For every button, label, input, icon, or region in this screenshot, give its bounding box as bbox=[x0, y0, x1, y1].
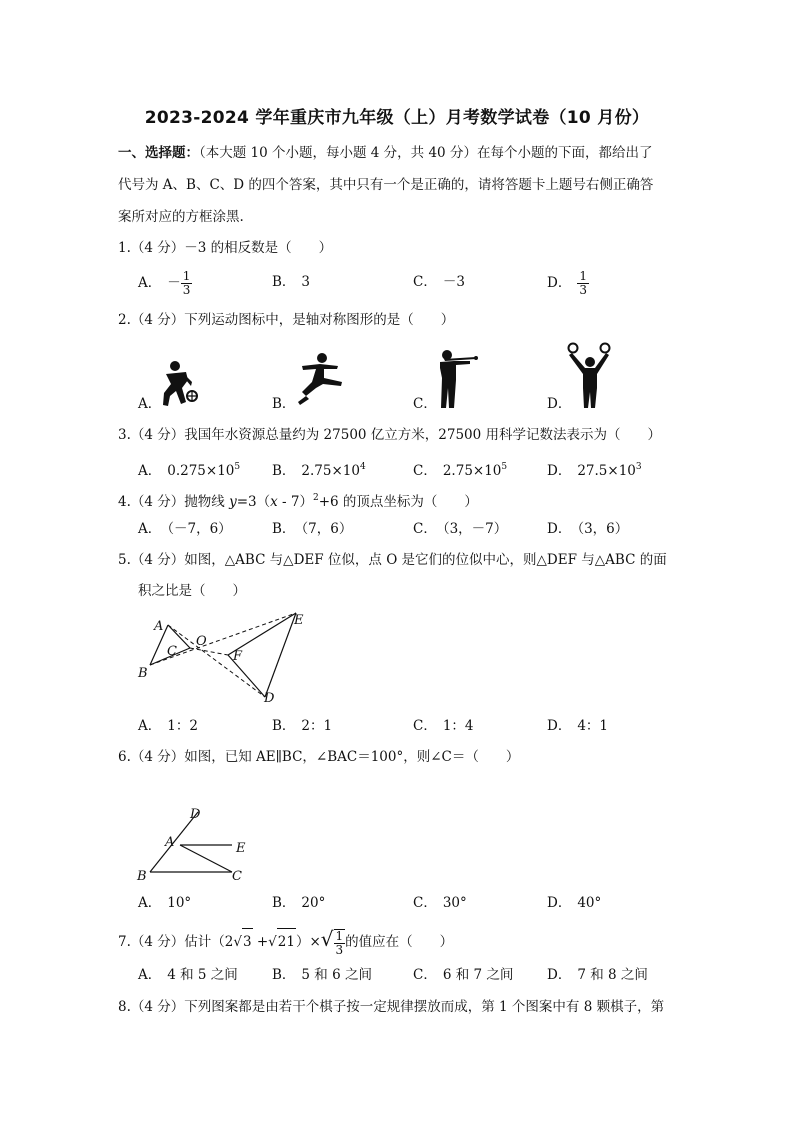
q1-option-b[interactable] bbox=[272, 272, 310, 292]
option-letter: C． bbox=[413, 718, 437, 734]
stem-text: 的值应在（ ） bbox=[345, 934, 454, 950]
label-D: D bbox=[264, 691, 275, 706]
label-C: C bbox=[167, 644, 177, 659]
q7-option-a[interactable] bbox=[138, 965, 238, 985]
var-x: x bbox=[270, 494, 278, 510]
stem-text: ）× bbox=[295, 934, 321, 950]
option-letter: D． bbox=[547, 895, 572, 911]
q4-option-c[interactable] bbox=[413, 519, 507, 539]
question-4-stem bbox=[118, 488, 478, 512]
radicand: 3 bbox=[242, 928, 253, 955]
exponent: 5 bbox=[234, 462, 241, 472]
option-text: 2：1 bbox=[301, 718, 333, 734]
q5-option-d[interactable] bbox=[547, 716, 608, 736]
option-text: 2.75×10 bbox=[442, 463, 502, 479]
denominator: 3 bbox=[579, 283, 587, 297]
option-text: －3 bbox=[442, 274, 465, 290]
option-letter: C． bbox=[413, 521, 437, 537]
minus-sign: － bbox=[167, 275, 181, 291]
option-letter: D． bbox=[547, 718, 572, 734]
option-text: 7 和 8 之间 bbox=[577, 967, 648, 983]
q2-option-c-letter: C． bbox=[413, 396, 437, 412]
stem-text: =3（ bbox=[236, 494, 271, 510]
question-3-stem: 3.（4 分）我国年水资源总量约为 27500 亿立方米，27500 用科学记数法表示为（ ） bbox=[118, 427, 662, 443]
option-text: 2.75×10 bbox=[301, 463, 360, 479]
exponent: 3 bbox=[635, 462, 642, 472]
option-text: （－7，6） bbox=[167, 521, 232, 537]
q7-option-d[interactable] bbox=[547, 965, 648, 985]
section-intro-text-1: （本大题 10 个小题，每小题 4 分，共 40 分）在每个小题的下面，都给出了 bbox=[199, 145, 653, 161]
label-B: B bbox=[138, 666, 148, 681]
basketball-player-icon[interactable] bbox=[158, 360, 204, 410]
sqrt-icon: √ bbox=[268, 934, 277, 950]
stem-text: 7.（4 分）估计（2 bbox=[118, 934, 234, 950]
option-letter: C． bbox=[413, 967, 437, 983]
denominator: 3 bbox=[335, 942, 344, 957]
question-5-stem-line-2: 积之比是（ ） bbox=[138, 583, 246, 599]
q5-option-a[interactable] bbox=[138, 716, 198, 736]
option-letter: B． bbox=[272, 521, 296, 537]
numerator: 1 bbox=[335, 928, 344, 943]
numerator: 1 bbox=[579, 269, 587, 283]
option-letter: A． bbox=[138, 718, 162, 734]
q2-option-a-letter: A． bbox=[138, 396, 162, 412]
label-A: A bbox=[165, 835, 175, 850]
section-intro-line-2: 代号为 A、B、C、D 的四个答案，其中只有一个是正确的，请将答题卡上题号右侧正确答 bbox=[118, 177, 654, 193]
q5-option-c[interactable] bbox=[413, 716, 474, 736]
label-E: E bbox=[236, 841, 246, 856]
option-text: 30° bbox=[442, 895, 467, 911]
q6-option-c[interactable] bbox=[413, 893, 467, 913]
exponent: 2 bbox=[312, 493, 319, 503]
exponent: 4 bbox=[359, 462, 366, 472]
option-letter: C． bbox=[413, 463, 437, 479]
section-intro-line-1 bbox=[118, 143, 652, 163]
option-text: 10° bbox=[167, 895, 192, 911]
option-text: 1：4 bbox=[442, 718, 474, 734]
q4-option-b[interactable] bbox=[272, 519, 352, 539]
q1-option-a[interactable] bbox=[138, 270, 192, 297]
q7-option-b[interactable] bbox=[272, 965, 372, 985]
parallel-lines-figure bbox=[132, 802, 262, 884]
label-E: E bbox=[294, 613, 304, 628]
question-5-stem-line-1: 5.（4 分）如图，△ABC 与△DEF 位似，点 O 是它们的位似中心，则△DEF 与△ABC 的面 bbox=[118, 552, 667, 568]
option-text: （3，6） bbox=[577, 521, 629, 537]
option-text: 40° bbox=[577, 895, 602, 911]
stem-text: +6 的顶点坐标为（ ） bbox=[318, 494, 478, 510]
stem-text: 4.（4 分）抛物线 bbox=[118, 494, 230, 510]
numerator: 1 bbox=[182, 269, 191, 283]
page-title: 2023-2024 学年重庆市九年级（上）月考数学试卷（10 月份） bbox=[144, 108, 650, 128]
fraction bbox=[334, 929, 346, 957]
section-intro-line-3: 案所对应的方框涂黑. bbox=[118, 209, 244, 225]
option-letter: B． bbox=[272, 895, 296, 911]
question-2-stem: 2.（4 分）下列运动图标中，是轴对称图形的是（ ） bbox=[118, 312, 455, 328]
question-7-stem bbox=[118, 926, 453, 957]
similar-triangles-figure bbox=[130, 605, 330, 710]
label-A: A bbox=[154, 619, 164, 634]
q3-option-b[interactable] bbox=[272, 457, 366, 481]
question-6-stem: 6.（4 分）如图，已知 AE∥BC，∠BAC＝100°，则∠C＝（ ） bbox=[118, 749, 520, 765]
q6-option-a[interactable] bbox=[138, 893, 191, 913]
q6-option-b[interactable] bbox=[272, 893, 325, 913]
q5-option-b[interactable] bbox=[272, 716, 332, 736]
option-letter: A． bbox=[138, 521, 162, 537]
stem-text: + bbox=[252, 934, 269, 950]
q4-option-d[interactable] bbox=[547, 519, 628, 539]
label-O: O bbox=[196, 634, 207, 649]
q6-option-d[interactable] bbox=[547, 893, 601, 913]
label-D: D bbox=[190, 807, 201, 822]
section-heading: 一、选择题： bbox=[118, 145, 199, 161]
option-letter: D． bbox=[547, 275, 572, 291]
option-letter: C． bbox=[413, 895, 437, 911]
q3-option-a[interactable] bbox=[138, 457, 240, 481]
option-text: 20° bbox=[301, 895, 326, 911]
option-text: 5 和 6 之间 bbox=[301, 967, 372, 983]
shooter-icon[interactable] bbox=[430, 348, 480, 410]
option-letter: A． bbox=[138, 967, 162, 983]
option-text: （7，6） bbox=[301, 521, 353, 537]
option-text: 0.275×10 bbox=[167, 463, 235, 479]
var-y: y bbox=[229, 494, 237, 510]
radicand: 21 bbox=[277, 928, 296, 955]
option-letter: B． bbox=[272, 718, 296, 734]
sqrt-icon: √ bbox=[320, 927, 334, 951]
option-letter: B． bbox=[272, 274, 296, 290]
option-letter: C． bbox=[413, 274, 437, 290]
option-letter: D． bbox=[547, 463, 572, 479]
question-1-stem: 1.（4 分）－3 的相反数是（ ） bbox=[118, 240, 333, 256]
q3-option-d[interactable] bbox=[547, 457, 642, 481]
option-letter: A． bbox=[138, 275, 162, 291]
option-text: 6 和 7 之间 bbox=[442, 967, 514, 983]
label-B: B bbox=[137, 869, 147, 884]
kicking-player-icon[interactable] bbox=[290, 352, 346, 408]
q2-option-d-letter: D． bbox=[547, 396, 572, 412]
option-letter: B． bbox=[272, 463, 296, 479]
stem-text: - 7） bbox=[277, 494, 313, 510]
q2-option-b-letter: B． bbox=[272, 396, 296, 412]
question-8-stem: 8.（4 分）下列图案都是由若干个棋子按一定规律摆放而成，第 1 个图案中有 8 颗棋子，第 bbox=[118, 999, 665, 1015]
q1-option-c[interactable] bbox=[413, 272, 465, 292]
option-letter: D． bbox=[547, 521, 572, 537]
option-text: 1：2 bbox=[167, 718, 198, 734]
option-text: 4 和 5 之间 bbox=[167, 967, 238, 983]
label-C: C bbox=[232, 869, 242, 884]
option-text: 27.5×10 bbox=[577, 463, 636, 479]
option-letter: A． bbox=[138, 895, 162, 911]
option-text: 3 bbox=[301, 274, 311, 290]
q4-option-a[interactable] bbox=[138, 519, 232, 539]
q1-option-d[interactable] bbox=[547, 270, 589, 297]
option-letter: D． bbox=[547, 967, 572, 983]
q7-option-c[interactable] bbox=[413, 965, 513, 985]
option-letter: B． bbox=[272, 967, 296, 983]
option-letter: A． bbox=[138, 463, 162, 479]
option-text: （3，－7） bbox=[442, 521, 508, 537]
exponent: 5 bbox=[501, 462, 508, 472]
label-F: F bbox=[233, 649, 243, 664]
q3-option-c[interactable] bbox=[413, 457, 507, 481]
sqrt-icon: √ bbox=[233, 934, 242, 950]
gymnast-rings-icon[interactable] bbox=[565, 342, 615, 410]
denominator: 3 bbox=[182, 283, 191, 297]
option-text: 4：1 bbox=[577, 718, 609, 734]
fraction bbox=[181, 270, 193, 297]
fraction bbox=[577, 270, 589, 297]
